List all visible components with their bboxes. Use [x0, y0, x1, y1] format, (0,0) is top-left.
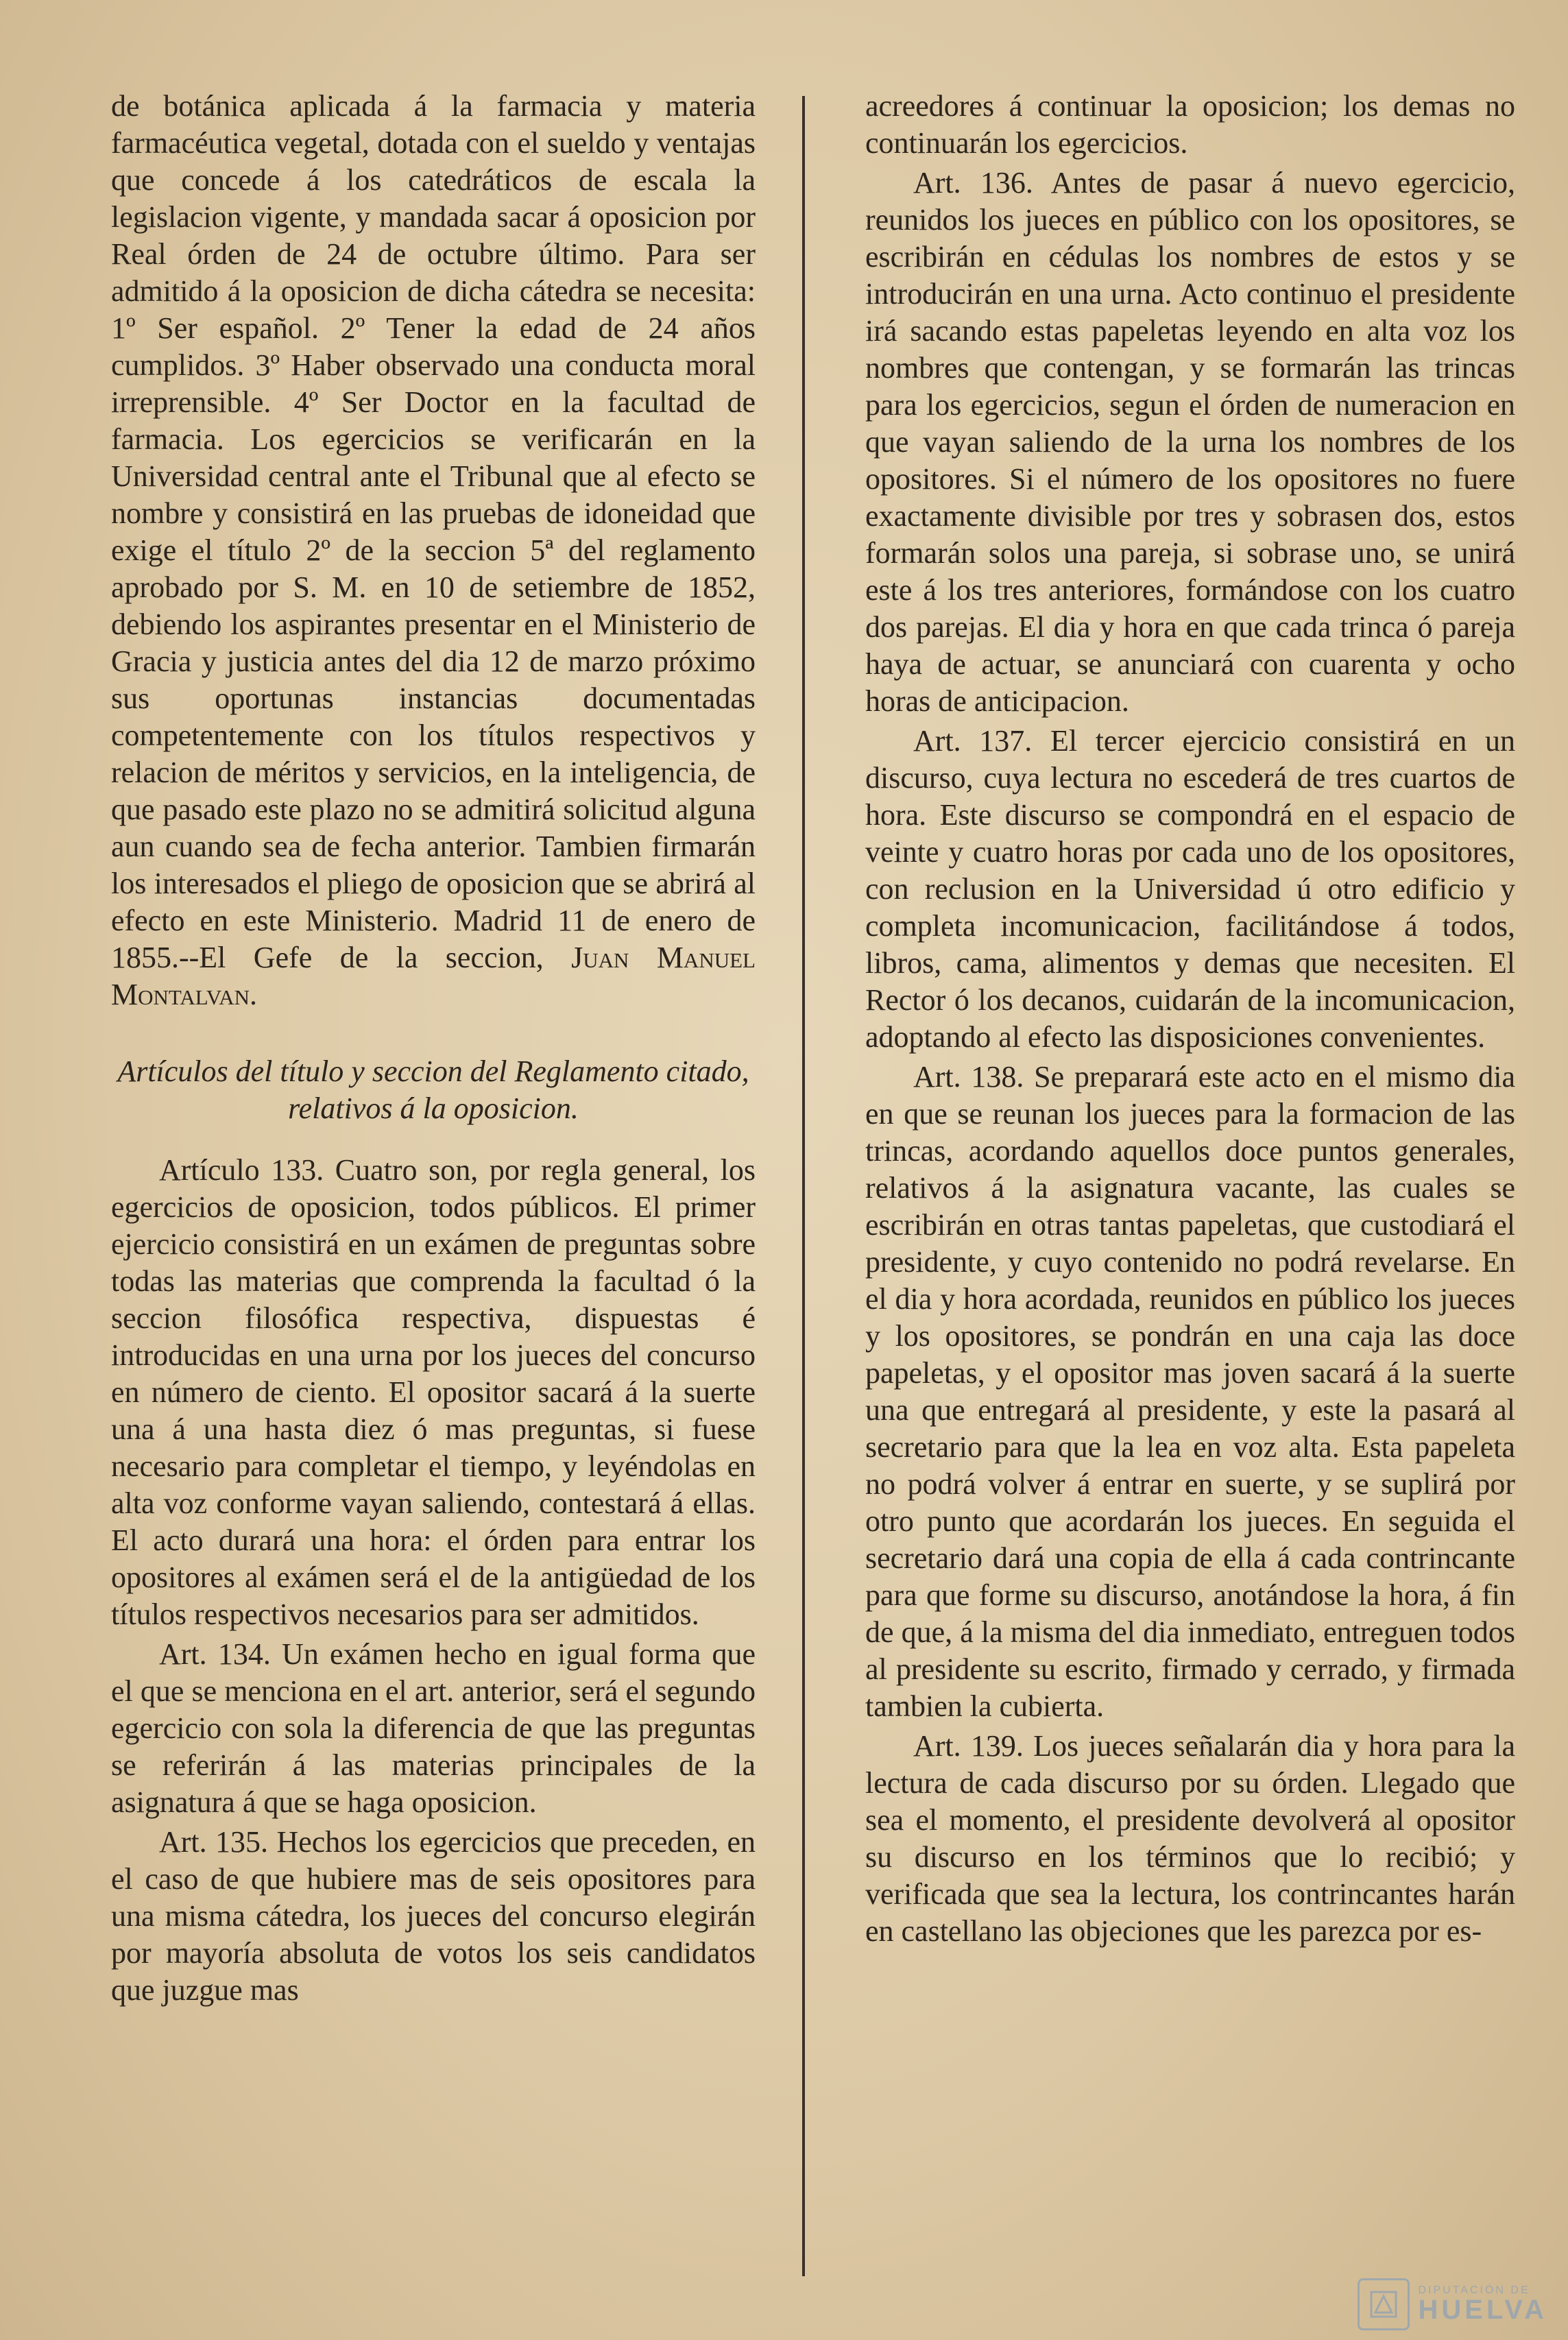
watermark-big-text: HUELVA: [1418, 2295, 1547, 2325]
continuation-paragraph: acreedores á continuar la oposicion; los demas no continuarán los egercicios.: [865, 89, 1515, 160]
column-divider: [802, 96, 805, 2276]
article-133: Artículo 133. Cuatro son, por regla general, los egercicios de oposicion, todos públicos. El primer ejercicio consistirá en un exámen de preguntas sobre todas las materias que comprenda la facultad ó la seccion filosófica respectiva, dispuestas é introducidas en una urna por los jueces del concurso en número de ciento. El opositor sacará á la suerte una á una hasta diez ó mas preguntas, si fuese necesario para completar el tiempo, y leyéndolas en alta voz conforme vayan saliendo, contestará á ellas. El acto durará una hora: el órden para entrar los opositores al exámen será el de la antigüedad de los títulos respectivos necesarios para ser admitidos.: [111, 1153, 756, 1631]
signature: Juan Manuel Montalvan.: [111, 941, 756, 1011]
intro-paragraph: [111, 88, 756, 1013]
section-heading: Artículos del título y seccion del Reglamento citado, relativos á la oposicion.: [117, 1054, 749, 1125]
intro-text: de botánica aplicada á la farmacia y materia farmacéutica vegetal, dotada con el sueldo y ventajas que concede á los catedráticos de escala la legislacion vigente, y mandada sacar á oposicion por Real órden de 24 de octubre último. Para ser admitido á la oposicion de dicha cátedra se necesita: 1º Ser español. 2º Tener la edad de 24 años cumplidos. 3º Haber observado una conducta moral irreprensible. 4º Ser Doctor en la facultad de farmacia. Los egercicios se verificarán en la Universidad central ante el Tribunal que al efecto se nombre y consistirá en las pruebas de idoneidad que exige el título 2º de la seccion 5ª del reglamento aprobado por S. M. en 10 de setiembre de 1852, debiendo los aspirantes presentar en el Ministerio de Gracia y justicia antes del dia 12 de marzo próximo sus oportunas instancias documentadas competentemente con los títulos respectivos y relacion de méritos y servicios, en la inteligencia, de que pasado este plazo no se admitirá solicitud alguna aun cuando sea de fecha anterior. Tambien firmarán los interesados el pliego de oposicion que se abrirá al efecto en este Ministerio. Madrid 11 de enero de 1855.--El Gefe de la seccion,: [111, 89, 756, 974]
article-137: Art. 137. El tercer ejercicio consistirá en un discurso, cuya lectura no escederá de tres cuartos de hora. Este discurso se compondrá en el espacio de veinte y cuatro horas por cada uno de los opositores, con reclusion en la Universidad ú otro edificio y completa incomunicacion, facilitándose á todos, libros, cama, alimentos y demas que necesiten. El Rector ó los decanos, cuidarán de la incomunicacion, adoptando al efecto las disposiciones convenientes.: [865, 724, 1515, 1054]
right-column: [865, 88, 1515, 1950]
left-column: [111, 88, 756, 2009]
article-136: Art. 136. Antes de pasar á nuevo egercicio, reunidos los jueces en público con los opositores, se escribirán en cédulas los nombres de estos y se introducirán en una urna. Acto continuo el presidente irá sacando estas papeletas leyendo en alta voz los nombres que contengan, y se formarán las trincas para los egercicios, segun el órden de numeracion en que vayan saliendo de la urna los nombres de los opositores. Si el número de los opositores no fuere exactamente divisible por tres y sobrasen dos, estos formarán solos una pareja, si sobrase uno, se unirá este á los tres anteriores, formándose con los cuatro dos parejas. El dia y hora en que cada trinca ó pareja haya de actuar, se anunciará con cuarenta y ocho horas de anticipacion.: [865, 166, 1515, 718]
watermark-small-text: DIPUTACIÓN DE: [1418, 2284, 1530, 2296]
article-134: Art. 134. Un exámen hecho en igual forma que el que se menciona en el art. anterior, será el segundo egercicio con sola la diferencia de que las preguntas se referirán á las materias principales de la asignatura á que se haga oposicion.: [111, 1637, 756, 1819]
archive-watermark: [1358, 2278, 1547, 2330]
article-139: Art. 139. Los jueces señalarán dia y hora para la lectura de cada discurso por su órden. Llegado que sea el momento, el presidente devolverá al opositor su discurso en los términos que lo recibió; y verificada que sea la lectura, los contrincantes harán en castellano las objeciones que les parezca por es-: [865, 1729, 1515, 1948]
article-135: Art. 135. Hechos los egercicios que preceden, en el caso de que hubiere mas de seis opositores para una misma cátedra, los jueces del concurso elegirán por mayoría absoluta de votos los seis candidatos que juzgue mas: [111, 1825, 756, 2007]
article-138: Art. 138. Se preparará este acto en el mismo dia en que se reunan los jueces para la formacion de las trincas, acordando aquellos doce puntos generales, relativos á la asignatura vacante, las cuales se escribirán en otras tantas papeletas, que custodiará el presidente, y cuyo contenido no podrá revelarse. En el dia y hora acordada, reunidos en público los jueces y los opositores, se pondrán en una caja las doce papeletas, y el opositor mas joven sacará á la suerte una que entregará al presidente, y este la pasará al secretario para que la lea en voz alta. Esta papeleta no podrá volver á entrar en suerte, y se suplirá por otro punto que acordarán los jueces. En seguida el secretario dará una copia de ella á cada contrincante para que forme su discurso, anotándose la hora, á fin de que, á la misma del dia inmediato, entreguen todos al presidente su escrito, firmado y cerrado, y firmada tambien la cubierta.: [865, 1060, 1515, 1723]
seal-icon: [1358, 2278, 1410, 2330]
